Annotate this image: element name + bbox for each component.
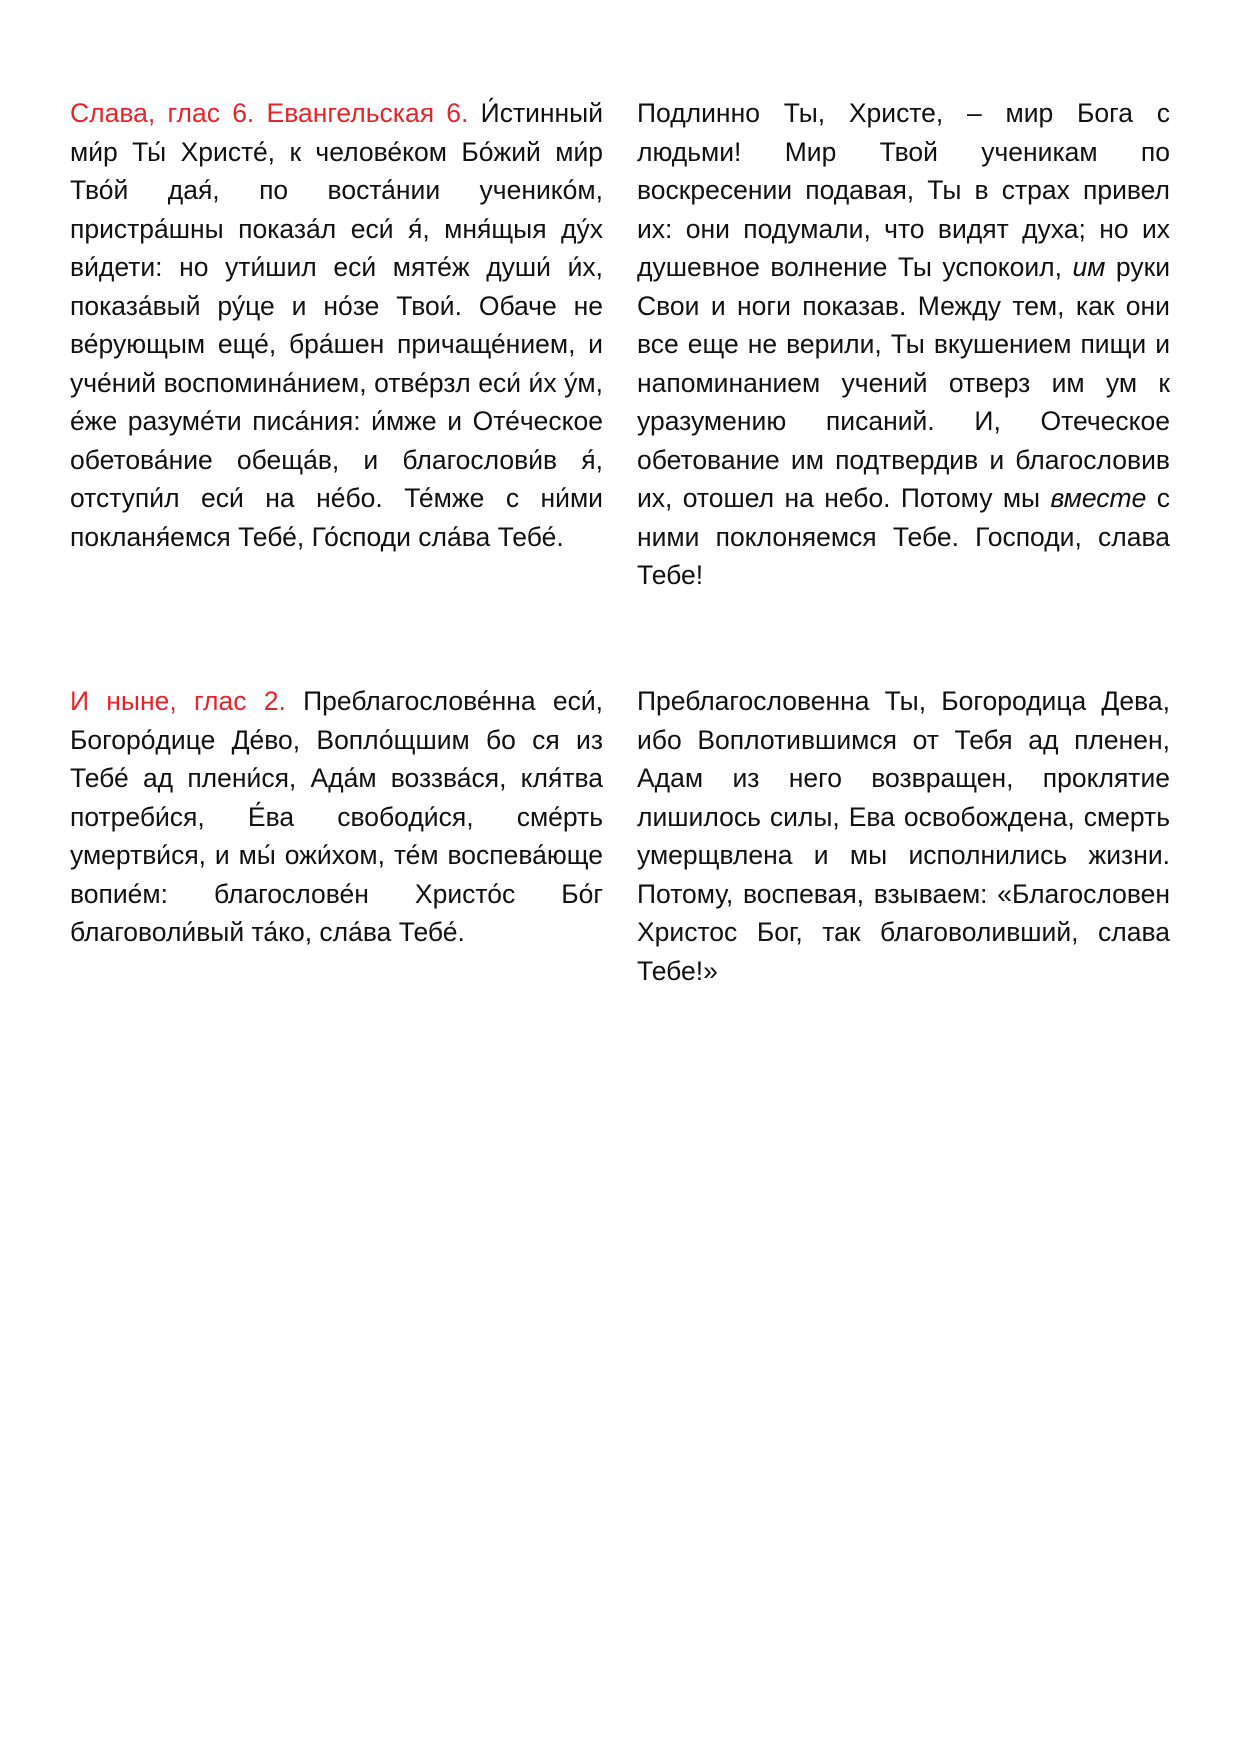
- section-slava: [70, 94, 1170, 595]
- translation-column: [637, 94, 1170, 595]
- section-heading: Слава, глас 6. Евангельская 6.: [70, 98, 469, 128]
- translation-italic-word: вместе: [1050, 483, 1147, 513]
- translation-text: с ними поклоняемся Тебе. Господи, слава Тебе!: [637, 483, 1170, 590]
- translation-italic-word: им: [1072, 252, 1106, 282]
- translation-text: Подлинно Ты, Христе, – мир Бога с людьми! Мир Твой ученикам по воскресении подавая, Ты в страх привел их: они подумали, что видят духа; но их душевное волнение Ты успокоил,: [637, 98, 1170, 282]
- section-i-nyne: [70, 682, 1170, 990]
- original-text: И́стинный ми́р Ты́ Христе́, к челове́ком Бо́жий ми́р Тво́й дая́, по воста́нии ученико́м, пристра́шны показа́л еси́ я́, мня́щыя ду́х ви́дети: но ути́шил еси́ мяте́ж души́ и́х, показа́вый ру́це и но́зе Твои́. Обаче не ве́рующым еще́, бра́шен причаще́нием, и уче́ний воспомина́нием, отве́рзл еси́ и́х у́м, е́же разуме́ти писа́ния: и́мже и Оте́ческое обетова́ние обеща́в, и благослови́в я́, отступи́л еси́ на не́бо. Те́мже с ни́ми покланя́емся Тебе́, Го́споди сла́ва Тебе́.: [70, 98, 603, 552]
- original-text-column: [70, 94, 603, 595]
- translation-column: [637, 682, 1170, 990]
- translation-text: Преблагословенна Ты, Богородица Дева, ибо Воплотившимся от Тебя ад пленен, Адам из него возвращен, проклятие лишилось силы, Ева освобождена, смерть умерщвлена и мы исполнились жизни. Потому, воспевая, взываем: «Благословен Христос Бог, так благоволивший, слава Тебе!»: [637, 686, 1170, 986]
- original-text-column: [70, 682, 603, 990]
- original-text: Преблагослове́нна еси́, Богоро́дице Де́во, Вопло́щшим бо ся из Тебе́ ад плени́ся, Ада́м воззва́ся, кля́тва потреби́ся, Е́ва свободи́ся, сме́рть умертви́ся, и мы́ ожи́хом, те́м воспева́юще вопие́м: благослове́н Христо́с Бо́г благоволи́вый та́ко, сла́ва Тебе́.: [70, 686, 603, 947]
- translation-text: руки Свои и ноги показав. Между тем, как они все еще не верили, Ты вкушением пищи и напоминанием учений отверз им ум к уразумению писаний. И, Отеческое обетование им подтвердив и благословив их, отошел на небо. Потому мы: [637, 252, 1170, 513]
- section-heading: И ныне, глас 2.: [70, 686, 286, 716]
